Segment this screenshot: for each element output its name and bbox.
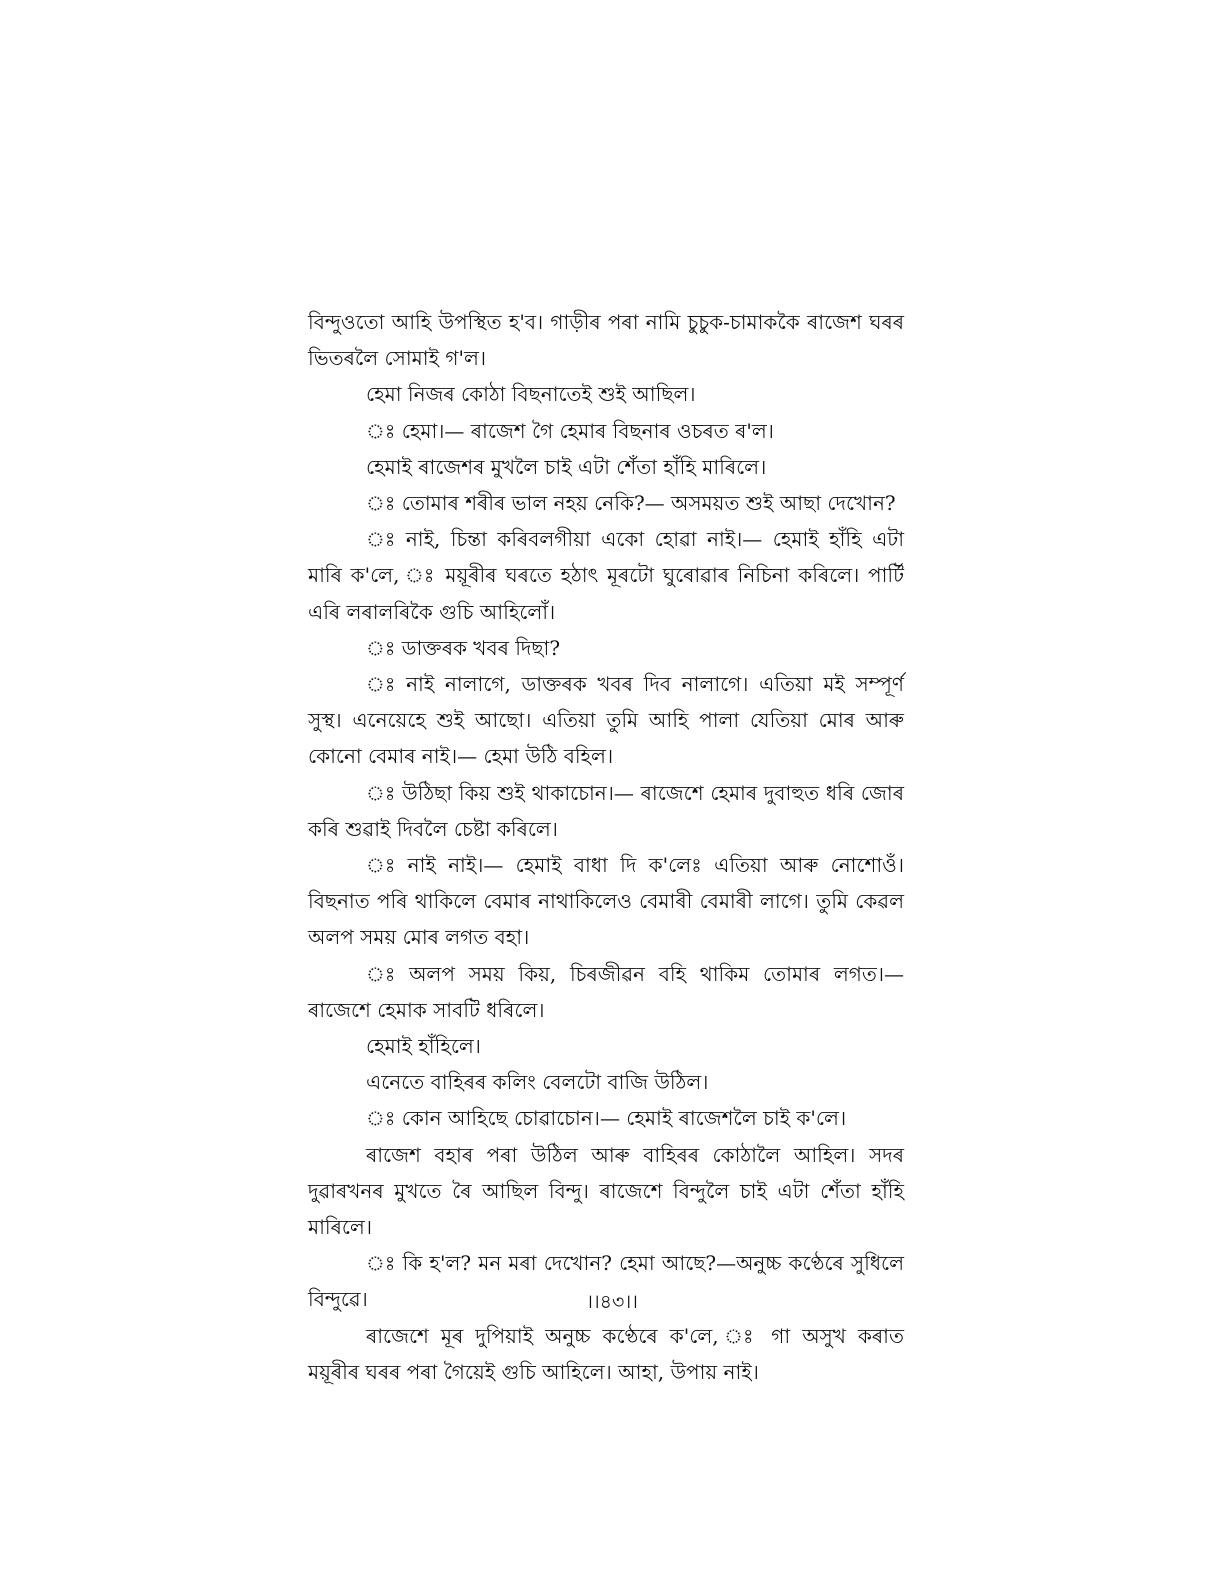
paragraph: ঃ ডাক্তৰক খবৰ দিছা?: [366, 635, 561, 660]
paragraph: ঃ অলপ সময় কিয়, চিৰজীৱন বহি থাকিম তোমাৰ লগত।— ৰাজেশে হেমাক সাবটি ধৰিলে।: [308, 961, 904, 1022]
paragraph: ঃ তোমাৰ শৰীৰ ভাল নহয় নেকি?— অসময়ত শুই আছা দেখোন?: [366, 491, 896, 516]
paragraph: ঃ উঠিছা কিয় শুই থাকাচোন।— ৰাজেশে হেমাৰ দুবাহুত ধৰি জোৰ কৰি শুৱাই দিবলৈ চেষ্টা কৰিলে।: [308, 780, 904, 841]
paragraph: ঃ কোন আহিছে চোৱাচোন।— হেমাই ৰাজেশলৈ চাই ক'লে।: [366, 1106, 847, 1131]
paragraph: এনেতে বাহিৰৰ কলিং বেলটো বাজি উঠিল।: [366, 1070, 709, 1095]
paragraph: ঃ কি হ'ল? মন মৰা দেখোন? হেমা আছে?—অনুচ্চ কণ্ঠেৰে সুধিলে বিন্দুৱে।: [308, 1251, 904, 1312]
paragraph: ঃ নাই নালাগে, ডাক্তৰক খবৰ দিব নালাগে। এতিয়া মই সম্পূৰ্ণ সুস্থ। এনেয়েহে শুই আছো। এতিয়া তুমি আহি পালা যেতিয়া মোৰ আৰু কোনো বেমাৰ নাই।— হেমা উঠি বহিল।: [308, 672, 904, 769]
paragraph: ঃ নাই, চিন্তা কৰিবলগীয়া একো হোৱা নাই।— হেমাই হাঁহি এটা মাৰি ক'লে, ঃ ময়ূৰীৰ ঘৰতে হঠাৎ মূৰটো ঘুৰোৱাৰ নিচিনা কৰিলে। পাৰ্টি এৰি লৰালৰিকৈ গুচি আহিলোঁ।: [308, 527, 904, 624]
paragraph: হেমাই ৰাজেশৰ মুখলৈ চাই এটা শেঁতা হাঁহি মাৰিলে।: [366, 454, 767, 479]
paragraph: ৰাজেশে মূৰ দুপিয়াই অনুচ্চ কণ্ঠেৰে ক'লে, ঃ গা অসুখ কৰাত ময়ূৰীৰ ঘৰৰ পৰা গৈয়েই গুচি আহিলে। আহা, উপায় নাই।: [308, 1323, 904, 1384]
paragraph: ঃ হেমা।— ৰাজেশ গৈ হেমাৰ বিছনাৰ ওচৰত ৰ'ল।: [366, 418, 774, 443]
page-body: [308, 304, 904, 1390]
paragraph: হেমা নিজৰ কোঠা বিছনাতেই শুই আছিল।: [366, 382, 696, 407]
paragraph: ঃ নাই নাই।— হেমাই বাধা দি ক'লেঃ এতিয়া আৰু নোশোওঁ। বিছনাত পৰি থাকিলে বেমাৰ নাথাকিলেও বেমাৰী বেমাৰী লাগে। তুমি কেৱল অলপ সময় মোৰ লগত বহা।: [308, 853, 904, 950]
paragraph: ৰাজেশ বহাৰ পৰা উঠিল আৰু বাহিৰৰ কোঠালৈ আহিল। সদৰ দুৱাৰখনৰ মুখতে ৰৈ আছিল বিন্দু। ৰাজেশে বিন্দুলৈ চাই এটা শেঁতা হাঁহি মাৰিলে।: [308, 1142, 904, 1240]
page-number: ।।৪৩।।: [586, 1291, 638, 1313]
paragraph: বিন্দুওতো আহি উপস্থিত হ'ব। গাড়ীৰ পৰা নামি চুচুক-চামাককৈ ৰাজেশ ঘৰৰ ভিতৰলৈ সোমাই গ'ল।: [308, 310, 904, 371]
paragraph: হেমাই হাঁহিলে।: [366, 1034, 481, 1059]
